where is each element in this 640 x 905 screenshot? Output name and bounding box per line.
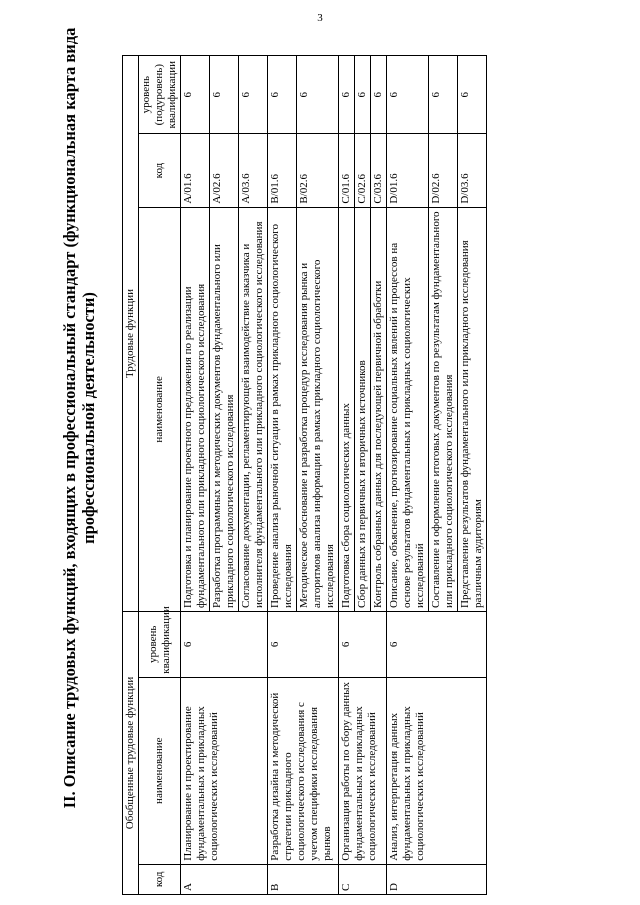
gf-level-cell: 6: [181, 611, 268, 677]
tf-level-cell: 6: [355, 56, 371, 134]
tf-name-cell: Разработка программных и методических документов фундаментального или прикладного социологического исследования: [210, 207, 239, 611]
table-row: [268, 56, 297, 895]
tf-code-cell: A/02.6: [210, 134, 239, 207]
col-tf-name-header: наименование: [139, 207, 181, 611]
table-group-header-row: [123, 56, 139, 895]
tf-level-cell: 6: [268, 56, 297, 134]
gf-name-cell: Анализ, интерпретация данных фундаментальных и прикладных социологических исследований: [387, 677, 487, 864]
gf-level-cell: 6: [339, 611, 387, 677]
col-sublevel-header: уровень (подуровень) квалификации: [139, 56, 181, 134]
table-row: [339, 56, 355, 895]
tf-level-cell: 6: [239, 56, 268, 134]
gf-code-cell: B: [268, 864, 339, 894]
col-level-header: уровень квалификации: [139, 611, 181, 677]
table-column-header-row: [139, 56, 181, 895]
tf-level-cell: 6: [181, 56, 210, 134]
tf-name-cell: Подготовка сбора социологических данных: [339, 207, 355, 611]
table-row: [181, 56, 210, 895]
tf-name-cell: Сбор данных из первичных и вторичных источников: [355, 207, 371, 611]
tf-code-cell: B/01.6: [268, 134, 297, 207]
gf-level-cell: 6: [387, 611, 487, 677]
tf-level-cell: 6: [339, 56, 355, 134]
gf-name-cell: Организация работы по сбору данных фундаментальных и прикладных социологических исследований: [339, 677, 387, 864]
tf-code-cell: B/02.6: [297, 134, 339, 207]
gf-code-cell: A: [181, 864, 268, 894]
tf-code-cell: A/03.6: [239, 134, 268, 207]
table-body: [181, 56, 487, 895]
gf-code-cell: C: [339, 864, 387, 894]
tf-level-cell: 6: [387, 56, 429, 134]
tf-name-cell: Контроль собранных данных для последующей первичной обработки: [371, 207, 387, 611]
tf-code-cell: A/01.6: [181, 134, 210, 207]
tf-name-cell: Подготовка и планирование проектного предложения по реализации фундаментального или прикладного социологического исследования: [181, 207, 210, 611]
tf-code-cell: D/01.6: [387, 134, 429, 207]
tf-name-cell: Описание, объяснение, прогнозирование социальных явлений и процессов на основе результатов фундаментальных и прикладных социологических исследований: [387, 207, 429, 611]
tf-name-cell: Представление результатов фундаментального или прикладного исследования различным аудиториям: [458, 207, 487, 611]
gf-name-cell: Разработка дизайна и методической стратегии прикладного социологического исследования с учетом специфики исследования рынков: [268, 677, 339, 864]
page-number: 3: [317, 12, 323, 24]
table-row: [387, 56, 429, 895]
gf-name-cell: Планирование и проектирование фундаментальных и прикладных социологических исследований: [181, 677, 268, 864]
tf-code-cell: D/03.6: [458, 134, 487, 207]
tf-level-cell: 6: [297, 56, 339, 134]
tf-name-cell: Методическое обоснование и разработка процедур исследования рынка и алгоритмов анализа информации в рамках прикладного социологического исследования: [297, 207, 339, 611]
col-code-header: код: [139, 864, 181, 894]
tf-level-cell: 6: [429, 56, 458, 134]
tf-name-cell: Составление и оформление итоговых документов по результатам фундаментального или прикладного социологического исследования: [429, 207, 458, 611]
tf-name-cell: Согласование документации, регламентирующей взаимодействие заказчика и исполнителя фундаментального или прикладного социологического исследования: [239, 207, 268, 611]
col-name-header: наименование: [139, 677, 181, 864]
tf-level-cell: 6: [458, 56, 487, 134]
functional-map-table: [122, 55, 487, 895]
labor-functions-header: Трудовые функции: [123, 56, 139, 612]
section-title: II. Описание трудовых функций, входящих в профессиональный стандарт (функциональная карта вида профессиональной деятельности): [60, 27, 98, 809]
col-tf-code-header: код: [139, 134, 181, 207]
tf-name-cell: Проведение анализа рыночной ситуации в рамках прикладного социологического исследования: [268, 207, 297, 611]
tf-code-cell: D/02.6: [429, 134, 458, 207]
gf-code-cell: D: [387, 864, 487, 894]
tf-code-cell: C/03.6: [371, 134, 387, 207]
gf-level-cell: 6: [268, 611, 339, 677]
tf-code-cell: C/01.6: [339, 134, 355, 207]
tf-level-cell: 6: [210, 56, 239, 134]
tf-level-cell: 6: [371, 56, 387, 134]
generalized-functions-header: Обобщенные трудовые функции: [123, 611, 139, 894]
tf-code-cell: C/02.6: [355, 134, 371, 207]
